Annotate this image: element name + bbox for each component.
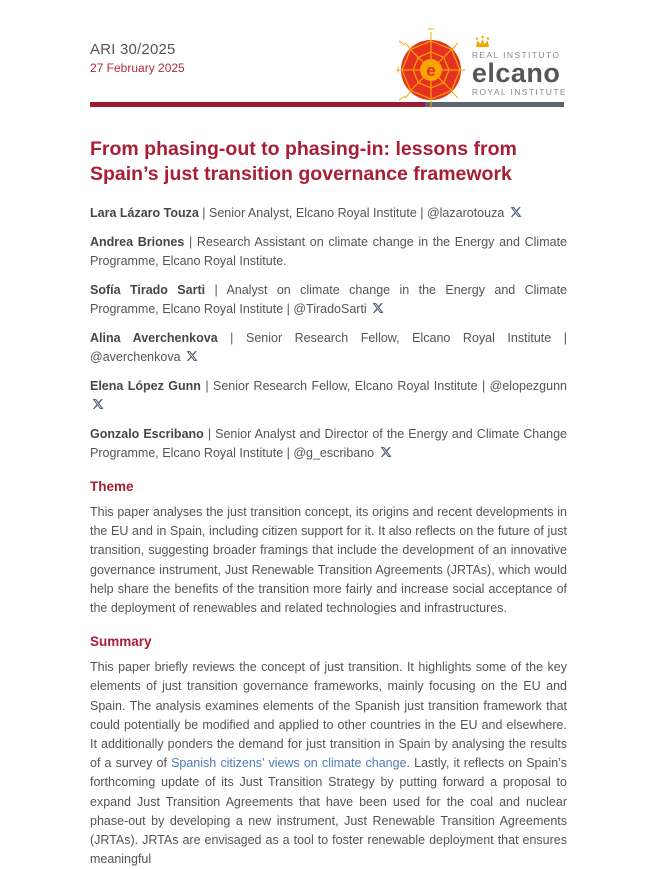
- logo-brand-elcano: elcano: [471, 58, 561, 88]
- author-entry: [90, 281, 567, 319]
- author-role: | Analyst on climate change in the Energy and Climate Programme, Elcano Royal Institute | @TiradoSarti: [90, 283, 567, 316]
- author-name: Gonzalo Escribano: [90, 427, 204, 441]
- author-role: | Senior Analyst and Director of the Energy and Climate Change Programme, Elcano Royal Institute | @g_escribano: [90, 427, 567, 460]
- summary-heading: Summary: [90, 634, 152, 650]
- logo-line-royal-institute: ROYAL INSTITUTE: [471, 87, 567, 97]
- doc-date: 27 February 2025: [90, 61, 185, 75]
- x-twitter-icon[interactable]: [372, 300, 384, 319]
- theme-heading: Theme: [90, 479, 134, 494]
- author-entry: [90, 233, 567, 271]
- author-list: [90, 204, 567, 463]
- content-column: [90, 0, 567, 869]
- author-role: | Senior Analyst, Elcano Royal Institute | @lazarotouza: [198, 206, 508, 220]
- logo-letter-e: e: [426, 61, 436, 80]
- doc-reference: ARI 30/2025: [90, 41, 176, 58]
- elcano-logo: [397, 26, 567, 108]
- author-entry: [90, 425, 567, 463]
- author-entry: [90, 204, 567, 223]
- author-entry: [90, 377, 567, 415]
- author-name: Sofía Tirado Sarti: [90, 283, 206, 297]
- summary-paragraph: [90, 658, 567, 869]
- x-twitter-icon[interactable]: [510, 204, 522, 223]
- rule-red-segment: [90, 102, 425, 107]
- x-twitter-icon[interactable]: [380, 444, 392, 463]
- author-role: | Senior Research Fellow, Elcano Royal Institute | @averchenkova: [90, 331, 567, 364]
- author-role: | Research Assistant on climate change in the Energy and Climate Programme, Elcano Royal Institute.: [90, 235, 567, 268]
- elcano-globe-icon: [397, 26, 469, 108]
- summary-text-before-link: This paper briefly reviews the concept of just transition. It highlights some of the key elements of just transition governance frameworks, mainly focusing on the EU and Spain. The analysis examines elements of the Spanish just transition framework that could potentially be modified and applied to other countries in the EU and elsewhere. It additionally ponders the demand for just transition in Spain by analysing the results of a survey of: [90, 660, 567, 771]
- author-name: Alina Averchenkova: [90, 331, 218, 345]
- x-twitter-icon[interactable]: [92, 396, 104, 415]
- logo-wordmark: [472, 26, 567, 97]
- document-title: From phasing-out to phasing-in: lessons from Spain’s just transition governance framework: [90, 138, 517, 185]
- author-entry: [90, 329, 567, 367]
- author-name: Elena López Gunn: [90, 379, 201, 393]
- summary-link[interactable]: Spanish citizens’ views on climate change: [171, 756, 407, 771]
- summary-text-after-link: . Lastly, it reflects on Spain’s forthcoming update of its Just Transition Strategy by putting forward a proposal to expand Just Transition Agreements that have been used for the coal and nuclear phase-out by developing a new instrument, Just Renewable Transition Agreements (JRTAs). JRTAs are envisaged as a tool to foster renewable deployment that ensures meaningful: [90, 756, 567, 867]
- x-twitter-icon[interactable]: [186, 348, 198, 367]
- theme-paragraph: This paper analyses the just transition concept, its origins and recent developments in the EU and in Spain, including citizen support for it. It also reflects on the future of just transition, suggesting broader framings that include the development of an innovative governance instrument, Just Renewable Transition Agreements (JRTAs), which would help share the benefits of the transition more fairly and increase social acceptance of the deployment of renewables and related technologies and infrastructures.: [90, 505, 567, 616]
- crown-icon: [474, 36, 491, 48]
- author-name: Lara Lázaro Touza: [90, 206, 199, 220]
- author-role: | Senior Research Fellow, Elcano Royal Institute | @elopezgunn: [200, 379, 567, 393]
- author-name: Andrea Briones: [90, 235, 185, 249]
- logo-line-real-instituto: REAL INSTITUTO: [471, 50, 561, 60]
